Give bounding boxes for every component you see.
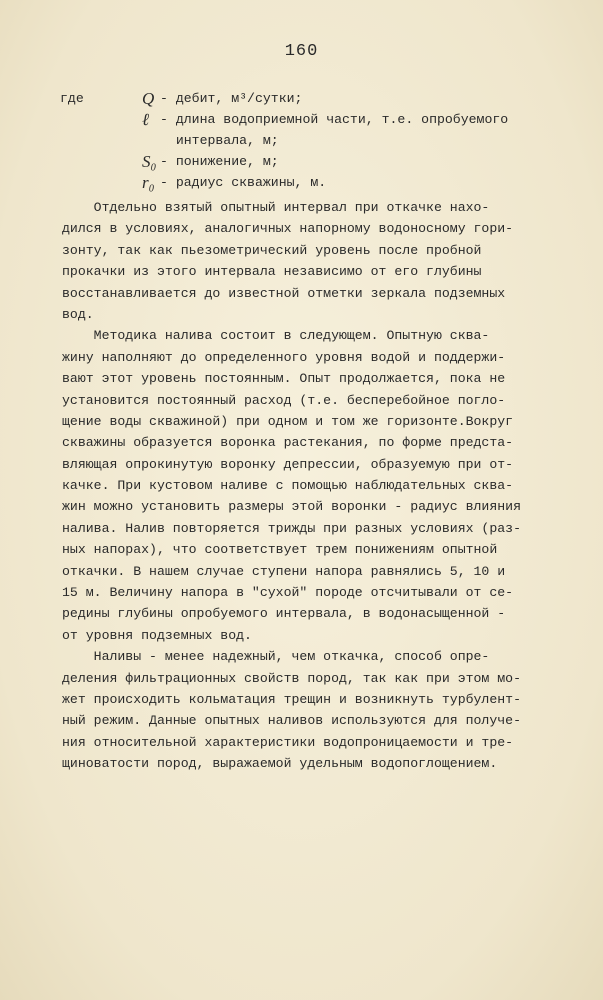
text-line: ных напорах), что соответствует трем понижениям опытной xyxy=(62,542,498,558)
text-line: 15 м. Величину напора в "сухой" породе отсчитывали от се- xyxy=(62,585,514,601)
text-line: ный режим. Данные опытных наливов используются для получе- xyxy=(62,713,521,729)
legend-symbol: ℓ xyxy=(142,110,150,129)
text-line: зонту, так как пьезометрический уровень после пробной xyxy=(62,242,482,258)
text-line: деления фильтрационных свойств пород, так как при этом мо- xyxy=(62,670,521,686)
symbol-legend xyxy=(60,88,560,193)
where-label: где xyxy=(60,91,84,106)
legend-text: - дебит, м³/сутки; xyxy=(160,91,303,106)
text-line: скважины образуется воронка растекания, по форме предста- xyxy=(62,435,514,451)
text-line: налива. Налив повторяется трижды при разных условиях (раз- xyxy=(62,520,521,536)
text-line: редины глубины опробуемого интервала, в водонасыщенной - xyxy=(62,606,506,622)
text-line: качке. При кустовом наливе с помощью наблюдательных сква- xyxy=(62,478,514,494)
legend-text: - понижение, м; xyxy=(160,154,279,169)
paragraph xyxy=(62,197,562,325)
text-line: от уровня подземных вод. xyxy=(62,627,252,643)
text-line: щиноватости пород, выражаемой удельным водопоглощением. xyxy=(62,756,498,772)
text-line: жет происходить кольматация трещин и возникнуть турбулент- xyxy=(62,691,521,707)
body-text xyxy=(62,197,562,775)
legend-row xyxy=(60,151,560,172)
text-line: жин можно установить размеры этой воронки - радиус влияния xyxy=(62,499,521,515)
text-line: установится постоянный расход (т.е. бесперебойное погло- xyxy=(62,392,506,408)
legend-text: - длина водоприемной части, т.е. опробуемого xyxy=(160,112,509,127)
text-line: Наливы - менее надежный, чем откачка, способ опре- xyxy=(62,649,490,665)
text-line: вод. xyxy=(62,306,94,322)
text-line: вают этот уровень постоянным. Опыт продолжается, пока не xyxy=(62,371,506,387)
paragraph xyxy=(62,646,562,774)
paragraph xyxy=(62,325,562,646)
text-line: вляющая опрокинутую воронку депрессии, образуемую при от- xyxy=(62,456,514,472)
legend-row xyxy=(60,172,560,193)
legend-row xyxy=(60,88,560,109)
legend-symbol: Q xyxy=(142,89,155,108)
text-line: Методика налива состоит в следующем. Опытную сква- xyxy=(62,328,490,344)
text-line: щение воды скважиной) при одном и том же горизонте.Вокруг xyxy=(62,413,514,429)
legend-text: интервала, м; xyxy=(160,133,279,148)
text-line: Отдельно взятый опытный интервал при откачке нахо- xyxy=(62,200,490,215)
page-number: 160 xyxy=(284,42,319,61)
legend-row xyxy=(60,130,560,151)
text-line: восстанавливается до известной отметки зеркала подземных xyxy=(62,285,506,301)
text-line: дился в условиях, аналогичных напорному водоносному гори- xyxy=(62,221,514,237)
text-line: ния относительной характеристики водопроницаемости и тре- xyxy=(62,734,514,750)
legend-symbol: r₀ xyxy=(142,173,155,192)
text-line: жину наполняют до определенного уровня водой и поддержи- xyxy=(62,349,506,365)
legend-symbol: S₀ xyxy=(142,152,157,171)
legend-row xyxy=(60,109,560,130)
text-line: откачки. В нашем случае ступени напора равнялись 5, 10 и xyxy=(62,563,506,579)
legend-text: - радиус скважины, м. xyxy=(160,175,327,190)
text-line: прокачки из этого интервала независимо от его глубины xyxy=(62,264,482,280)
